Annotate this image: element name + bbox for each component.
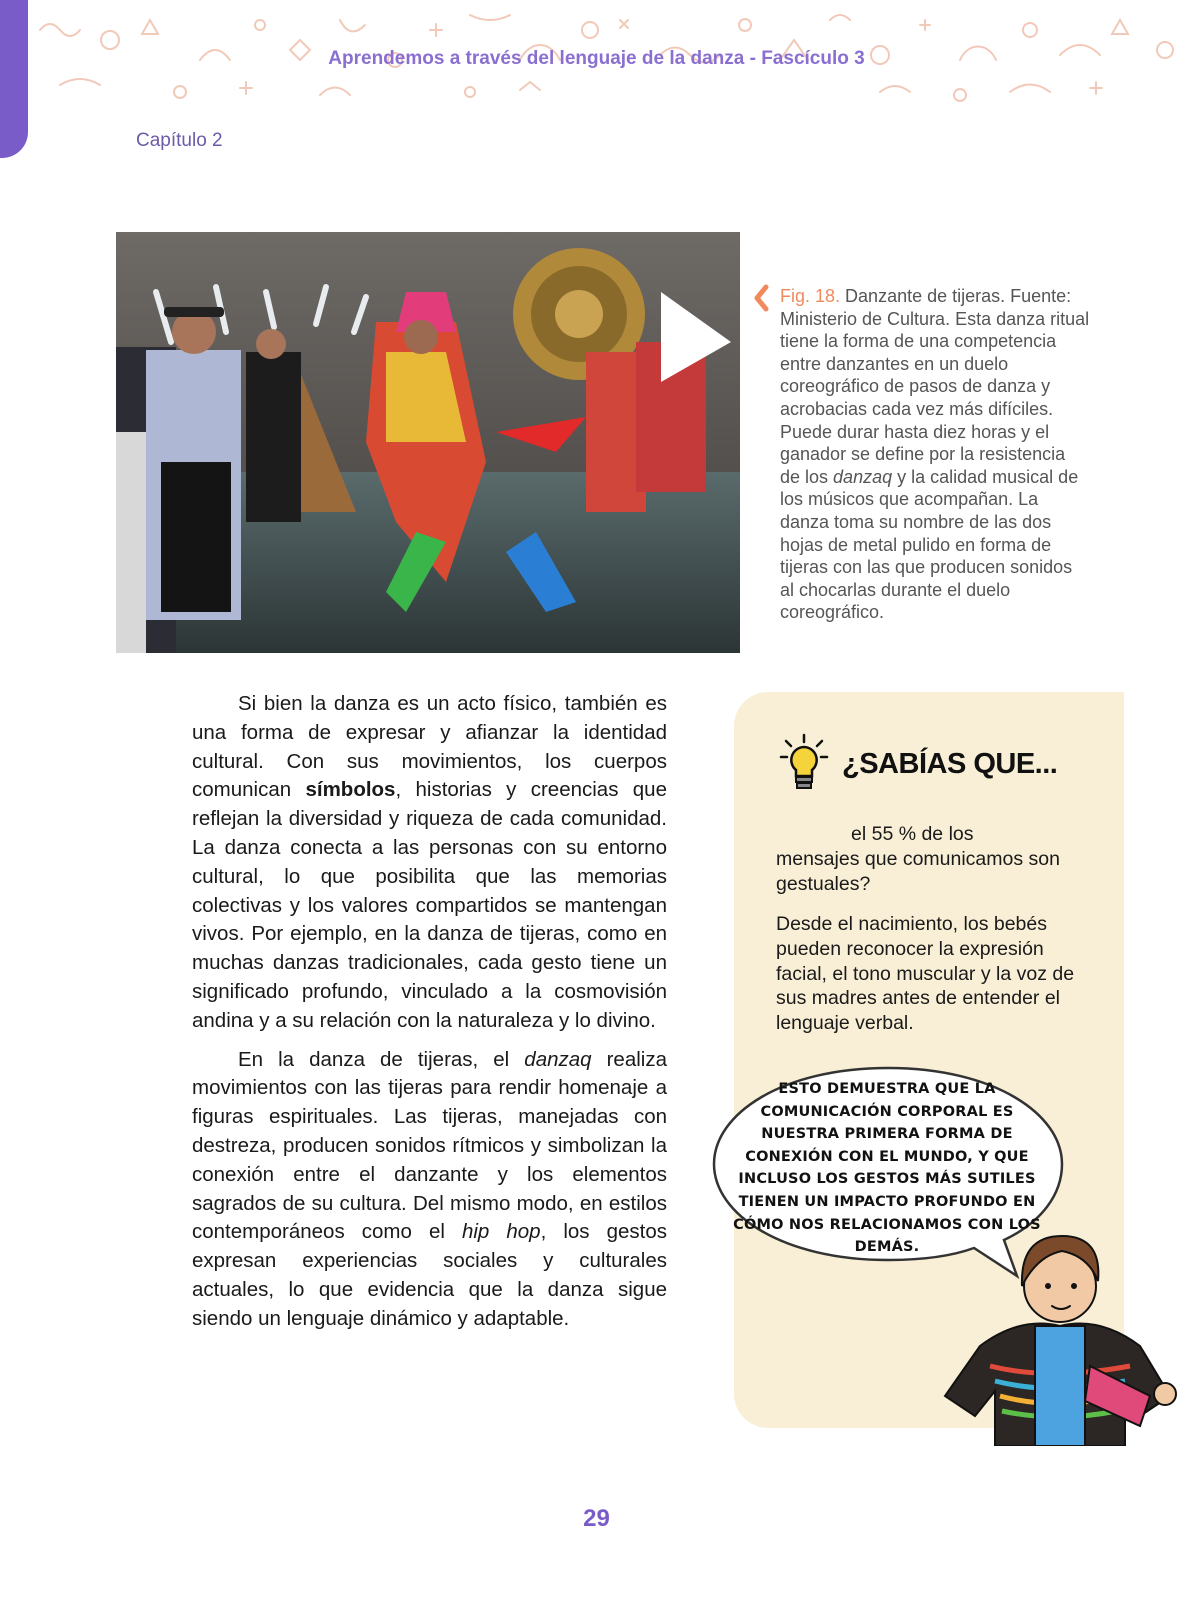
sabias-paragraph-2: Desde el nacimiento, los bebés pueden reconocer la expresión facial, el tono muscular y la voz de sus madres antes de entender el lenguaje verbal. xyxy=(776,913,1075,1035)
p2-text-b: realiza movimientos con las tijeras para rendir homenaje a figuras espirituales. Las tijeras, manejadas con destreza, producen sonidos rítmicos y simbolizan la conexión entre el danzante y los elementos sagrados de su cultura. Del mismo modo, en estilos contemporáneos como el xyxy=(192,1047,667,1244)
p2-text-c: , los gestos expresan experiencias sociales y culturales actuales, lo que evidencia que la danza sigue siendo un lenguaje dinámico y adaptable. xyxy=(192,1220,667,1330)
p2-text-a: En la danza de tijeras, el xyxy=(238,1047,525,1071)
speech-bubble-text: ESTO DEMUESTRA QUE LA COMUNICACIÓN CORPORAL ES NUESTRA PRIMERA FORMA DE CONEXIÓN CON EL MUNDO, Y QUE INCLUSO LOS GESTOS MÁS SUTILES TIENEN UN IMPACTO PROFUNDO EN CÓMO NOS RELACIONAMOS CON LOS DEMÁS. xyxy=(733,1081,1041,1256)
caption-main: Danzante de tijeras. Fuente: Ministerio de Cultura. Esta danza ritual tiene la forma de una competencia entre danzantes en un duelo coreográfico de pasos de danza y acrobacias cada vez más difíciles. Puede durar hasta diez horas y el ganador se define por la resistencia de los xyxy=(780,286,1090,487)
p1-text-a: Si bien la danza es un acto físico, también es una forma de expresar y afianzar la identidad cultural. Con sus movimientos, los cuerpos comunican xyxy=(192,692,667,802)
paragraph-1 xyxy=(192,690,667,1036)
lightbulb-icon xyxy=(778,733,834,793)
chapter-tab-marker xyxy=(0,0,28,158)
sabias-p1-rest: mensajes que comunicamos son gestuales? xyxy=(776,847,1060,895)
p1-bold: símbolos xyxy=(305,778,396,802)
running-title: Aprendemos a través del lenguaje de la danza - Fascículo 3 xyxy=(328,48,865,69)
p2-italic-2: hip hop xyxy=(461,1220,541,1244)
chapter-label: Capítulo 2 xyxy=(136,130,223,151)
body-text xyxy=(192,690,667,1344)
character-illustration xyxy=(940,1216,1180,1446)
figure-caption xyxy=(780,285,1090,624)
sabias-p1-lead: el 55 % de los xyxy=(851,823,974,845)
header-band xyxy=(0,0,1193,118)
paragraph-2 xyxy=(192,1046,667,1334)
sabias-paragraph-1 xyxy=(776,822,1076,896)
sabias-title: ¿SABÍAS QUE... xyxy=(842,748,1058,780)
page-number: 29 xyxy=(583,1505,610,1532)
p1-text-b: , historias y creencias que reflejan la diversidad y riqueza de cada comunidad. La danza conecta a las personas con su entorno cultural, lo que posibilita que las memorias colectivas y los valores compartidos se mantengan vivos. Por ejemplo, en la danza de tijeras, como en muchas danzas tradicionales, cada gesto tiene un significado profundo, vinculado a la cosmovisión andina y a su relación con la naturaleza y lo divino. xyxy=(192,778,667,1032)
caption-italic: danzaq xyxy=(833,466,893,487)
figure-label: Fig. 18. xyxy=(780,286,841,306)
caption-arrow-icon xyxy=(752,284,770,312)
caption-end: y la calidad musical de los músicos que acompañan. La danza toma su nombre de las dos hojas de metal pulido en forma de tijeras con las que producen sonidos al chocarlas durante el duelo coreográfico. xyxy=(780,466,1079,623)
figure-photo xyxy=(116,232,740,653)
p2-italic-1: danzaq xyxy=(524,1047,592,1071)
